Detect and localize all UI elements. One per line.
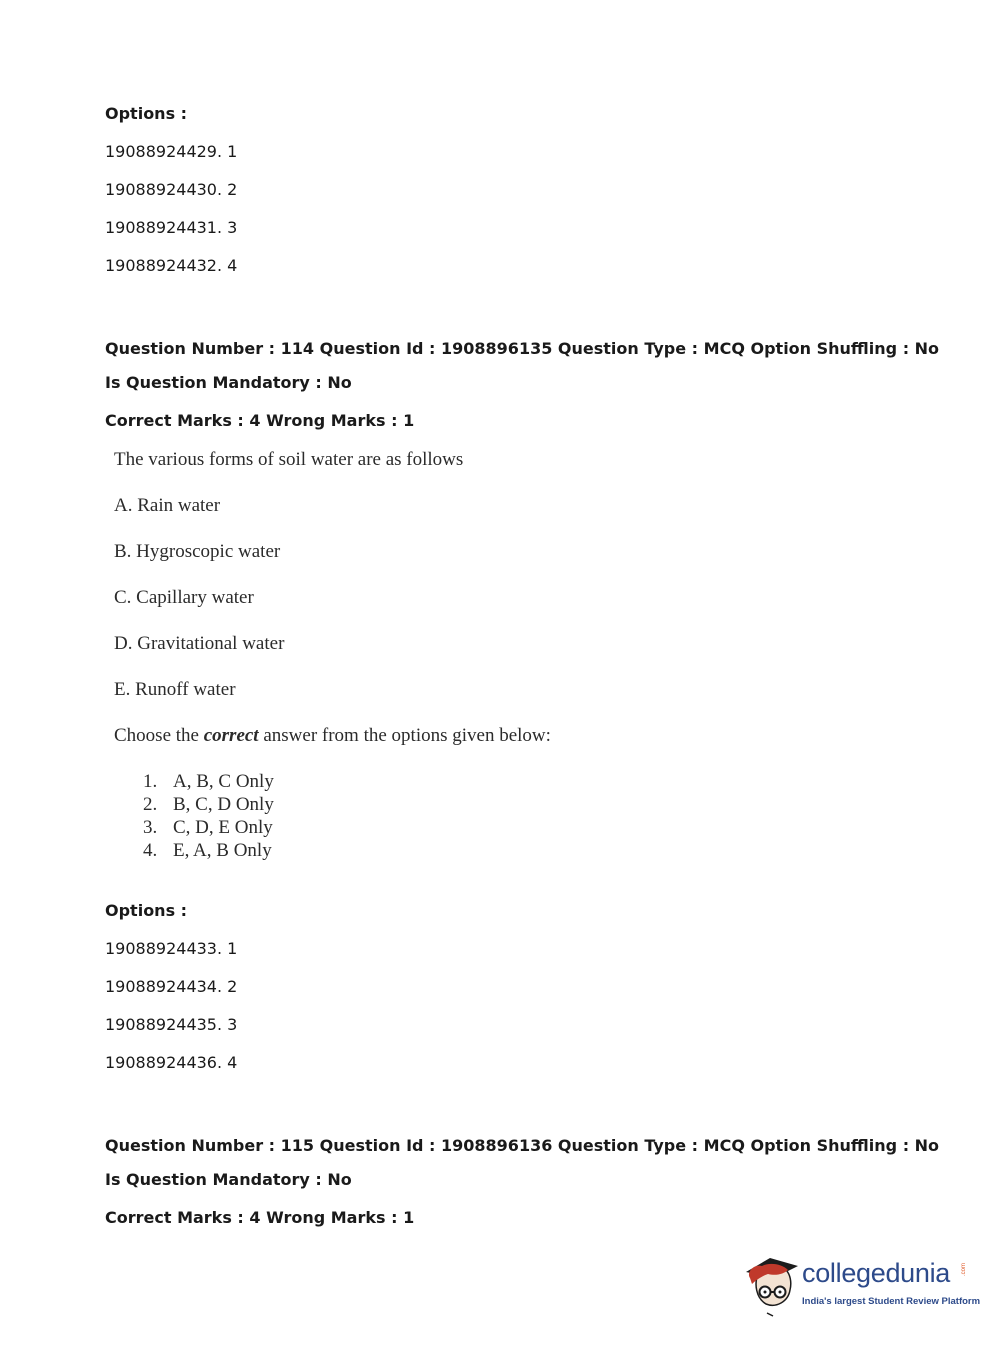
question-header: Question Number : 114 Question Id : 1908896135 Question Type : MCQ Option Shuffling : No bbox=[105, 339, 940, 358]
question-instruction bbox=[114, 725, 551, 747]
answer-choice-number: 1. bbox=[143, 771, 158, 792]
collegedunia-logo bbox=[740, 1250, 981, 1320]
option-item: 19088924432. 4 bbox=[105, 256, 238, 275]
answer-choice-list bbox=[143, 770, 274, 862]
answer-choice bbox=[143, 793, 274, 816]
answer-choice bbox=[143, 816, 274, 839]
instruction-prefix: Choose the bbox=[114, 725, 204, 746]
instruction-suffix: answer from the options given below: bbox=[258, 725, 551, 746]
answer-choice-text: B, C, D Only bbox=[173, 794, 274, 815]
option-item: 19088924431. 3 bbox=[105, 218, 238, 237]
question-item: A. Rain water bbox=[114, 495, 221, 516]
question-mandatory: Is Question Mandatory : No bbox=[105, 373, 352, 392]
answer-choice-number: 2. bbox=[143, 794, 158, 815]
option-item: 19088924435. 3 bbox=[105, 1015, 238, 1034]
answer-choice-text: A, B, C Only bbox=[173, 771, 274, 792]
question-item: D. Gravitational water bbox=[114, 633, 285, 654]
answer-choice-text: E, A, B Only bbox=[173, 840, 272, 861]
logo-suffix: .com bbox=[961, 1263, 967, 1277]
question-stem: The various forms of soil water are as follows bbox=[114, 449, 464, 470]
mascot-icon bbox=[740, 1250, 800, 1320]
options-label: Options : bbox=[105, 901, 188, 920]
answer-choice-number: 3. bbox=[143, 817, 158, 838]
option-item: 19088924433. 1 bbox=[105, 939, 238, 958]
logo-tagline: India's largest Student Review Platform bbox=[802, 1296, 981, 1307]
question-item: B. Hygroscopic water bbox=[114, 541, 281, 562]
option-item: 19088924436. 4 bbox=[105, 1053, 238, 1072]
answer-choice-text: C, D, E Only bbox=[173, 817, 273, 838]
answer-choice-number: 4. bbox=[143, 840, 158, 861]
question-header: Question Number : 115 Question Id : 1908896136 Question Type : MCQ Option Shuffling : No bbox=[105, 1136, 940, 1155]
question-item: C. Capillary water bbox=[114, 587, 254, 608]
option-item: 19088924430. 2 bbox=[105, 180, 238, 199]
question-item: E. Runoff water bbox=[114, 679, 236, 700]
options-label: Options : bbox=[105, 104, 188, 123]
question-mandatory: Is Question Mandatory : No bbox=[105, 1170, 352, 1189]
answer-choice bbox=[143, 839, 274, 862]
question-marks: Correct Marks : 4 Wrong Marks : 1 bbox=[105, 411, 415, 430]
logo-wordmark: collegedunia bbox=[802, 1258, 951, 1288]
instruction-emphasis: correct bbox=[203, 725, 259, 746]
option-item: 19088924434. 2 bbox=[105, 977, 238, 996]
option-item: 19088924429. 1 bbox=[105, 142, 238, 161]
answer-choice bbox=[143, 770, 274, 793]
question-marks: Correct Marks : 4 Wrong Marks : 1 bbox=[105, 1208, 415, 1227]
